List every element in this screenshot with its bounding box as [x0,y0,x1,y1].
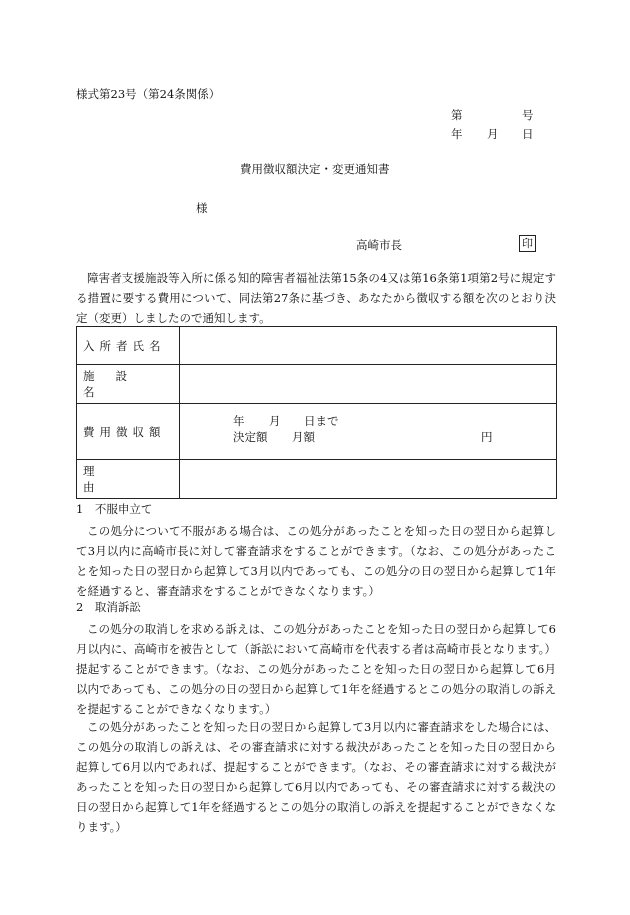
reason-value [180,460,557,499]
facility-value [180,365,557,404]
row-resident-name [77,327,557,365]
form-number: 様式第23号（第24条関係） [76,87,221,101]
reason-label: 理由 [83,464,156,494]
fee-value-cell [180,404,557,460]
date-month: 月 [487,127,499,141]
fee-month: 月 [269,414,281,428]
section2-text-1: この処分の取消しを求める訴えは、この処分があったことを知った日の翌日から起算して6月以内に、高崎市を被告として（訴訟において高崎市を代表する者は高崎市長となります。）提起することができます。（なお、この処分があったことを知った日の翌日から起算して6月以内であっても、この処分の日の翌日から起算して1年を経過するとこの処分の取消しの訴えを提起することができなくなります。） [76,622,556,716]
fee-decided-label: 決定額 [233,430,268,444]
addressee-suffix: 様 [196,201,208,215]
intro-paragraph: 障害者支援施設等入所に係る知的障害者福祉法第15条の4又は第16条第1項第2号に規定する措置に要する費用について、同法第27条に基づき、あなたから徴収する額を次のとおり決定（変更）しましたので通知します。 [76,271,556,325]
facility-label: 施設名 [83,369,148,399]
section1-text: この処分について不服がある場合は、この処分があったことを知った日の翌日から起算して3月以内に高崎市長に対して審査請求をすることができます。（なお、この処分があったことを知った日の翌日から起算して3月以内であっても、この処分の日の翌日から起算して1年を経過すると、審査請求をすることができなくなります。） [76,524,556,598]
date-year: 年 [451,127,463,141]
issuer-name: 高崎市長 [356,238,402,252]
page-title: 費用徴収額決定・変更通知書 [240,162,390,176]
date-day: 日 [522,127,534,141]
fee-label-cell [77,404,180,460]
fee-label: 費用徴収額 [83,424,166,439]
fee-until: 日まで [304,414,339,428]
doc-number-prefix: 第 [451,108,463,122]
fee-table [76,326,557,499]
doc-number-suffix: 号 [522,108,534,122]
resident-name-label: 入所者氏名 [83,338,166,353]
row-reason [77,460,557,499]
row-facility [77,365,557,404]
section2-heading: 2 取消訴訟 [76,600,141,614]
resident-name-label-cell [77,327,180,365]
fee-year: 年 [233,414,245,428]
row-fee [77,404,557,460]
seal-mark [519,235,536,252]
facility-label-cell [77,365,180,404]
seal-box: 印 [519,235,536,252]
fee-monthly-label: 月額 [292,430,315,444]
resident-name-value [180,327,557,365]
section1-heading: 1 不服申立て [76,502,153,516]
section2-text-2: この処分があったことを知った日の翌日から起算して3月以内に審査請求をした場合には、この処分の取消しの訴えは、その審査請求に対する裁決があったことを知った日の翌日から起算して6月以内であれば、提起することができます。（なお、その審査請求に対する裁決があったことを知った日の翌日から起算して6月以内であっても、その審査請求に対する裁決の日の翌日から起算して1年を経過するとこの処分の取消しの訴えを提起することができなくなります。） [76,720,556,834]
reason-label-cell [77,460,180,499]
fee-yen-unit: 円 [481,430,493,444]
